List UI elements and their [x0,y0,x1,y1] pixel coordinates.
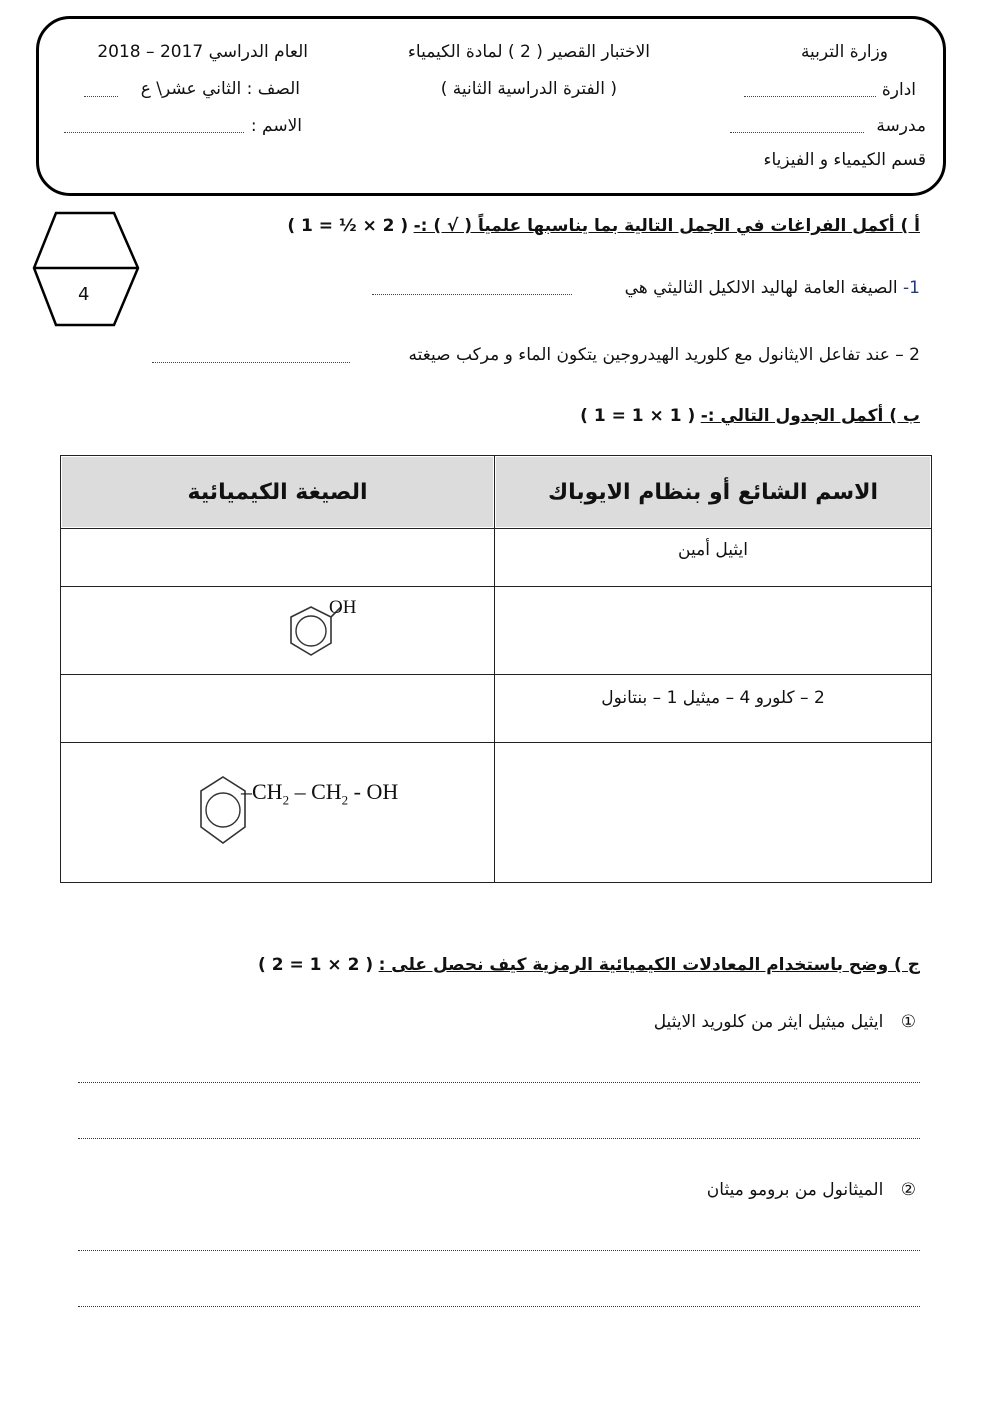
row1-formula-cell[interactable] [61,529,495,587]
row3-name-cell [495,675,932,743]
item2-text: الميثانول من برومو ميثان [706,1180,884,1200]
oh-group: - OH [348,779,399,804]
ch2-a: CH [252,779,283,804]
section-b-heading-text: ب ) أكمل الجدول التالي :- [700,406,920,426]
exam-title: الاختبار القصير ( 2 ) لمادة الكيمياء [407,42,650,62]
section-c-item-2 [707,1180,916,1200]
item1-text: ايثيل ميثيل ايثر من كلوريد الايثيل [653,1012,884,1032]
col-header-formula: الصيغة الكيميائية [61,456,495,529]
section-a-marks: ( 2 × ½ = 1 ) [287,216,409,236]
answer-line[interactable] [78,1250,920,1251]
academic-year: العام الدراسي 2017 – 2018 [97,42,308,62]
section-c-item-1 [654,1012,916,1032]
answer-line[interactable] [78,1082,920,1083]
table-row [61,587,932,675]
section-c-heading-text: ج ) وضح باستخدام المعادلات الكيميائية الرمزية كيف نحصل على : [378,955,920,975]
question-a1-text: الصيغة العامة لهاليد الالكيل الثاليثي هي [624,278,898,298]
school-label: مدرسة [876,116,926,136]
row2-formula-cell [61,587,495,675]
row4-name-cell[interactable] [495,743,932,883]
question-a1-number: 1- [903,278,920,298]
row3-formula-cell[interactable] [61,675,495,743]
name-label: الاسم : [250,116,302,136]
question-a1-answer-field[interactable] [372,294,572,295]
table-row [61,675,932,743]
ch2-b-subscript: 2 [341,792,349,808]
school-field[interactable] [730,132,864,133]
item1-marker: ① [900,1012,916,1032]
col-header-name: الاسم الشائع أو بنظام الايوباك [495,456,932,529]
question-a2-answer-field[interactable] [152,362,350,363]
ministry-label: وزارة التربية [800,42,888,62]
benzene-ring-circle [296,616,326,646]
score-value: 4 [78,284,90,305]
section-a-heading [287,216,920,236]
benzene-ring [291,607,331,655]
grade-field[interactable] [84,96,118,97]
row1-name-cell [495,529,932,587]
ch2-b: CH [311,779,342,804]
question-a1 [625,278,920,298]
table-header-row [61,456,932,529]
score-hexagon [32,210,140,330]
row1-name: ايثيل أمين [678,540,748,560]
section-c-heading [258,955,920,975]
row2-name-cell[interactable] [495,587,932,675]
answer-line[interactable] [78,1306,920,1307]
section-b-heading [580,406,920,426]
benzene-ring-circle [206,793,240,827]
row4-formula-cell [61,743,495,883]
item2-marker: ② [900,1180,916,1200]
section-b-marks: ( 1 × 1 = 1 ) [580,406,696,426]
period-label: ( الفترة الدراسية الثانية ) [440,79,617,99]
grade-label: الصف : الثاني عشر\ ع [140,79,300,99]
admin-label: ادارة [881,80,916,100]
department-label: قسم الكيمياء و الفيزياء [763,150,926,170]
phenol-oh-label: OH [329,597,357,618]
section-a-heading-text: أ ) أكمل الفراغات في الجمل التالية بما يناسبها علمياً ( √ ) :- [413,216,920,236]
table-row [61,743,932,883]
section-c-marks: ( 2 × 1 = 2 ) [258,955,374,975]
phenylethanol-chain [241,779,398,808]
chain-bond: – [241,779,252,804]
question-a2-text: 2 – عند تفاعل الايثانول مع كلوريد الهيدروجين يتكون الماء و مركب صيغته [408,345,920,365]
ch2-a-subscript: 2 [282,792,290,808]
name-field[interactable] [64,132,244,133]
benzene-ring [201,777,245,843]
row3-name: 2 – كلورو 4 – ميثيل 1 – بنتانول [601,688,825,708]
answer-line[interactable] [78,1138,920,1139]
chain-dash: – [289,779,312,804]
table-row [61,529,932,587]
admin-field[interactable] [744,96,876,97]
names-formulas-table [60,455,932,883]
